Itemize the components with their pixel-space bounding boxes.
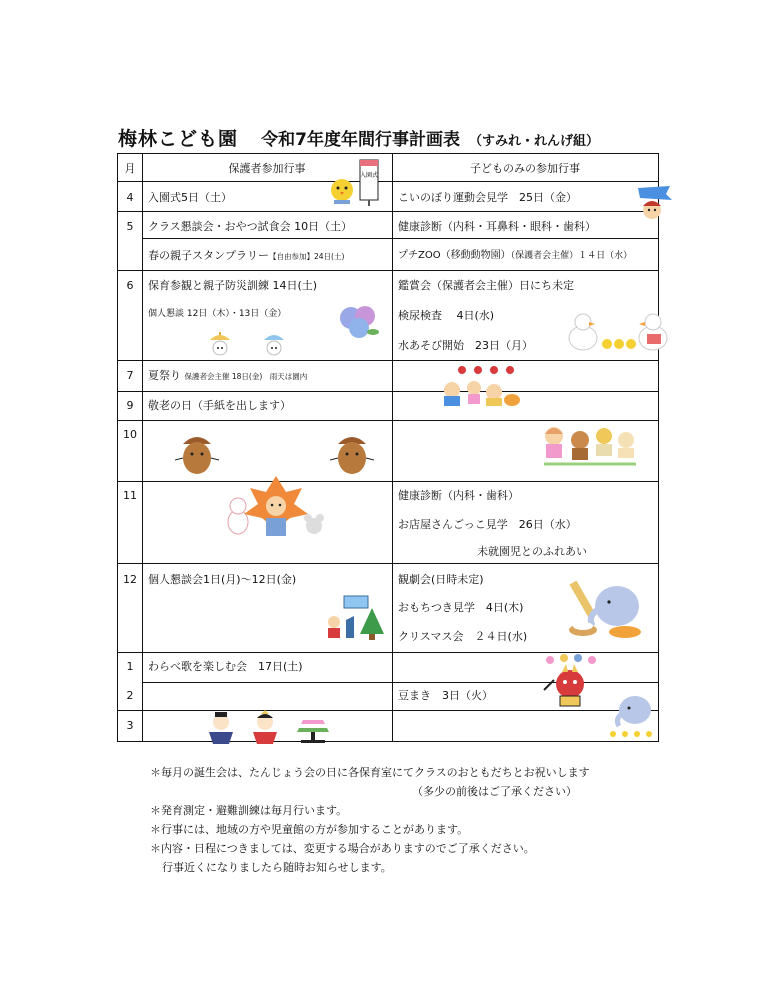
note-notice: 行事近くになりましたら随時お知らせします。 [162, 861, 392, 874]
month-mar: 3 [126, 719, 134, 732]
row-divider [118, 481, 658, 482]
sep-parent-event: 敬老の日（手紙を出します） [148, 399, 291, 412]
nov-child-event-3: 未就園児とのふれあい [477, 545, 587, 558]
setsubun-oni-icon [540, 650, 602, 710]
month-jan: 1 [126, 660, 134, 673]
header-divider [118, 181, 658, 182]
dec-child-event-3: クリスマス会 ２４日(水) [398, 630, 528, 643]
hydrangea-icon [337, 302, 381, 342]
jul-parent-event [148, 370, 307, 381]
notes-section [150, 763, 590, 877]
note-birthday: ＊毎月の誕生会は、たんじょう会の日に各保育室にてクラスのおともだちとお祝いします [150, 766, 590, 779]
row-divider [118, 391, 658, 392]
dec-child-event-1: 観劇会(日時未定) [398, 573, 484, 586]
may-child-event-2 [398, 251, 632, 261]
row-divider [118, 211, 658, 212]
teru-teru-bozu-icon [207, 330, 233, 358]
feb-child-event: 豆まき 3日（火） [398, 689, 493, 702]
month-may: 5 [126, 220, 134, 233]
acorn-icon [175, 428, 219, 478]
row-subdivider [142, 238, 658, 239]
jul-parent-event-note: 保護者会主催 18日(金) 雨天は園内 [184, 372, 308, 381]
school-name: 梅林こども園 [118, 128, 239, 150]
month-oct: 10 [123, 428, 137, 441]
jun-parent-event-1: 保育参観と親子防災訓練 14日(土) [148, 279, 318, 292]
may-parent-event-2 [148, 250, 344, 261]
jun-child-event-2: 検尿検査 4日(水) [398, 309, 495, 322]
month-feb: 2 [126, 689, 134, 702]
apr-parent-event: 入園式5日（土） [148, 191, 232, 204]
may-child-event-1: 健康診断（内科・耳鼻科・眼科・歯科） [398, 220, 596, 233]
teru-teru-bozu-icon [261, 330, 287, 358]
month-dec: 12 [123, 573, 137, 586]
maple-leaf-icon [222, 474, 332, 546]
may-parent-event-1: クラス懇談会・おやつ試食会 10日（土） [148, 220, 353, 233]
month-nov: 11 [123, 489, 137, 502]
apr-child-event: こいのぼり運動会見学 25日（金） [398, 191, 577, 204]
mochi-elephant-icon [561, 574, 649, 644]
may-child-event-2-title: プチZOO（移動動物園） [398, 250, 511, 261]
month-jul: 7 [126, 369, 134, 382]
note-participants: ＊行事には、地域の方や児童館の方が参加することがあります。 [150, 823, 469, 836]
christmas-icon [326, 594, 386, 642]
jun-child-event-1: 鑑賞会（保護者会主催）日にち未定 [398, 279, 574, 292]
row-divider [118, 360, 658, 361]
may-parent-event-2-note: 【自由参加】24日(土) [269, 252, 345, 261]
note-birthday-sub: （多少の前後はご了承ください） [412, 785, 577, 798]
note-changes: ＊内容・日程につきましては、変更する場合がありますのでご了承ください。 [150, 842, 535, 855]
ducks-icon [567, 308, 671, 354]
summer-festival-icon [438, 364, 522, 410]
page-title [118, 124, 599, 151]
jun-child-event-3: 水あそび開始 23日（月） [398, 339, 533, 352]
elephant-flowers-icon [607, 688, 657, 740]
nov-child-event-1: 健康診断（内科・歯科） [398, 489, 519, 502]
jul-parent-event-title: 夏祭り [148, 369, 181, 382]
entrance-sign-icon [358, 158, 382, 206]
row-divider [118, 710, 658, 711]
plan-title: 令和7年度年間行事計画表 [261, 130, 460, 150]
row-divider [118, 270, 658, 271]
month-apr: 4 [126, 191, 134, 204]
hina-dolls-icon [203, 710, 335, 744]
jan-parent-event: わらべ歌を楽しむ会 17日(土) [148, 660, 303, 673]
class-group: （すみれ・れんげ組） [469, 134, 600, 149]
chick-icon [326, 176, 358, 206]
header-parents: 保護者参加行事 [228, 162, 306, 175]
entrance-sign-label: 入園式 [359, 172, 379, 179]
note-measurement: ＊発育測定・避難訓練は毎月行います。 [150, 804, 348, 817]
header-children: 子どものみの参加行事 [470, 162, 580, 175]
may-child-event-2-note: （保護者会主催）１４日（水） [510, 251, 633, 261]
month-jun: 6 [126, 279, 134, 292]
may-parent-event-2-title: 春の親子スタンプラリー [148, 249, 269, 262]
row-divider [118, 563, 658, 564]
autumn-kids-icon [540, 420, 640, 470]
header-month: 月 [124, 162, 136, 175]
month-sep: 9 [126, 399, 134, 412]
dec-child-event-2: おもちつき見学 4日(木) [398, 601, 524, 614]
nov-child-event-2: お店屋さんごっこ見学 26日（水） [398, 518, 577, 531]
acorn-icon [330, 428, 374, 478]
dec-parent-event: 個人懇談会1日(月)～12日(金) [148, 573, 297, 586]
koinobori-boy-icon [632, 182, 676, 222]
jun-parent-event-2: 個人懇談 12日（木）・13日（金） [148, 309, 287, 319]
